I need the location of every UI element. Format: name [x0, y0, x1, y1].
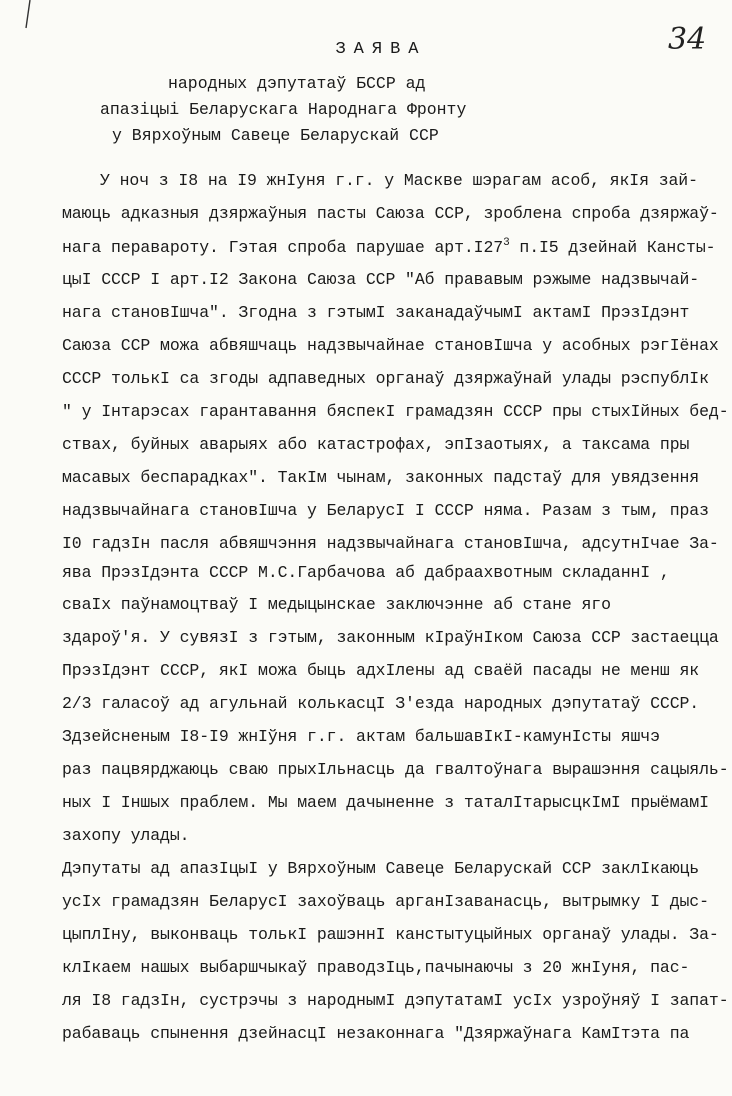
text-line: здароў'я. У сувязІ з гэтым, законным кІраўнІком Саюза ССР застаецца — [62, 628, 719, 647]
text-line: надзвычайнага становІшча у БеларусІ І СССР няма. Разам з тым, праз — [62, 501, 709, 520]
text-line: Саюза ССР можа абвяшчаць надзвычайнае становІшча у асобных рэгІёнах — [62, 336, 719, 355]
text-line: І0 гадзІн пасля абвяшчэння надзвычайнага становІшча, адсутнІчае За- — [62, 534, 719, 553]
page-number: 34 — [668, 22, 707, 57]
margin-mark — [20, 0, 34, 30]
text-line: Здзейсненым І8-І9 жнІўня г.г. актам бальшавІкІ-камунІсты яшчэ — [62, 727, 660, 746]
text-line: захопу улады. — [62, 826, 190, 845]
text-line: масавых беспарадках". ТакІм чынам, законных падстаў для увядзення — [62, 468, 700, 487]
text-line: ля І8 гадзІн, сустрэчы з народнымІ дэпутатамІ усІх узроўняў І запат- — [62, 991, 729, 1010]
text-line: ПрэзІдэнт СССР, якІ можа быць адхІлены ад сваёй пасады не менш як — [62, 661, 700, 680]
text-line: 2/3 галасоў ад агульнай колькасцІ З'езда народных дэпутатаў СССР. — [62, 694, 700, 713]
subtitle-line-1: народных дэпутатаў БССР ад — [168, 74, 426, 93]
text-line: нага перавароту. Гэтая спроба парушае $арт.І27^3$ п.І5 дзейнай Кансты- — [62, 237, 716, 257]
text-line: клІкаем нашых выбаршчыкаў праводзІць,пачынаючы з 20 жнІуня, пас- — [62, 958, 690, 977]
text-line: ных І Іншых праблем. Мы маем дачыненне з таталІтарысцкІмІ прыёмамІ — [62, 793, 709, 812]
text-line: цыІ СССР І арт.І2 Закона Саюза ССР "Аб прававым рэжыме надзвычай- — [62, 270, 700, 289]
text-line: сваІх паўнамоцтваў І медыцынскае заключэнне аб стане яго — [62, 595, 611, 614]
subtitle-line-2: апазіцыі Беларускага Народнага Фронту — [100, 100, 467, 119]
text-line: раз пацвярджаюць сваю прыхІльнасць да гвалтоўнага вырашэння сацыяль- — [62, 760, 729, 779]
text-line: Дэпутаты ад апазІцыІ у Вярхоўным Савеце Беларускай ССР заклІкаюць — [62, 859, 700, 878]
text-line: ява ПрэзІдэнта СССР М.С.Гарбачова аб дабраахвотным складаннІ , — [62, 563, 670, 582]
text-line: СССР толькІ са згоды адпаведных органаў дзяржаўнай улады рэспублІк — [62, 369, 709, 388]
subtitle-line-3: у Вярхоўным Савеце Беларускай ССР — [112, 126, 439, 145]
text-line: цыплІну, выконваць толькІ рашэннІ канстытуцыйных органаў улады. За- — [62, 925, 719, 944]
document-title: ЗАЯВА — [335, 40, 427, 59]
text-line: У ноч з І8 на І9 жнІуня г.г. у Маскве шэрагам асоб, якІя зай- — [100, 171, 698, 190]
text-line: ствах, буйных аварыях або катастрофах, эпІзаотыях, а таксама пры — [62, 435, 690, 454]
text-line: усІх грамадзян БеларусІ захоўваць арганІзаванасць, вытрымку І дыс- — [62, 892, 709, 911]
text-line: маюць адказныя дзяржаўныя пасты Саюза ССР, зроблена спроба дзяржаў- — [62, 204, 719, 223]
text-line: нага становІшча". Згодна з гэтымІ заканадаўчымІ актамІ ПрэзІдэнт — [62, 303, 690, 322]
text-line: " у Інтарэсах гарантавання бяспекІ грамадзян СССР пры стыхІйных бед- — [62, 402, 729, 421]
superscript: 3 — [503, 237, 510, 249]
text-line: рабаваць спынення дзейнасцІ незаконнага "Дзяржаўнага КамІтэта па — [62, 1024, 690, 1043]
